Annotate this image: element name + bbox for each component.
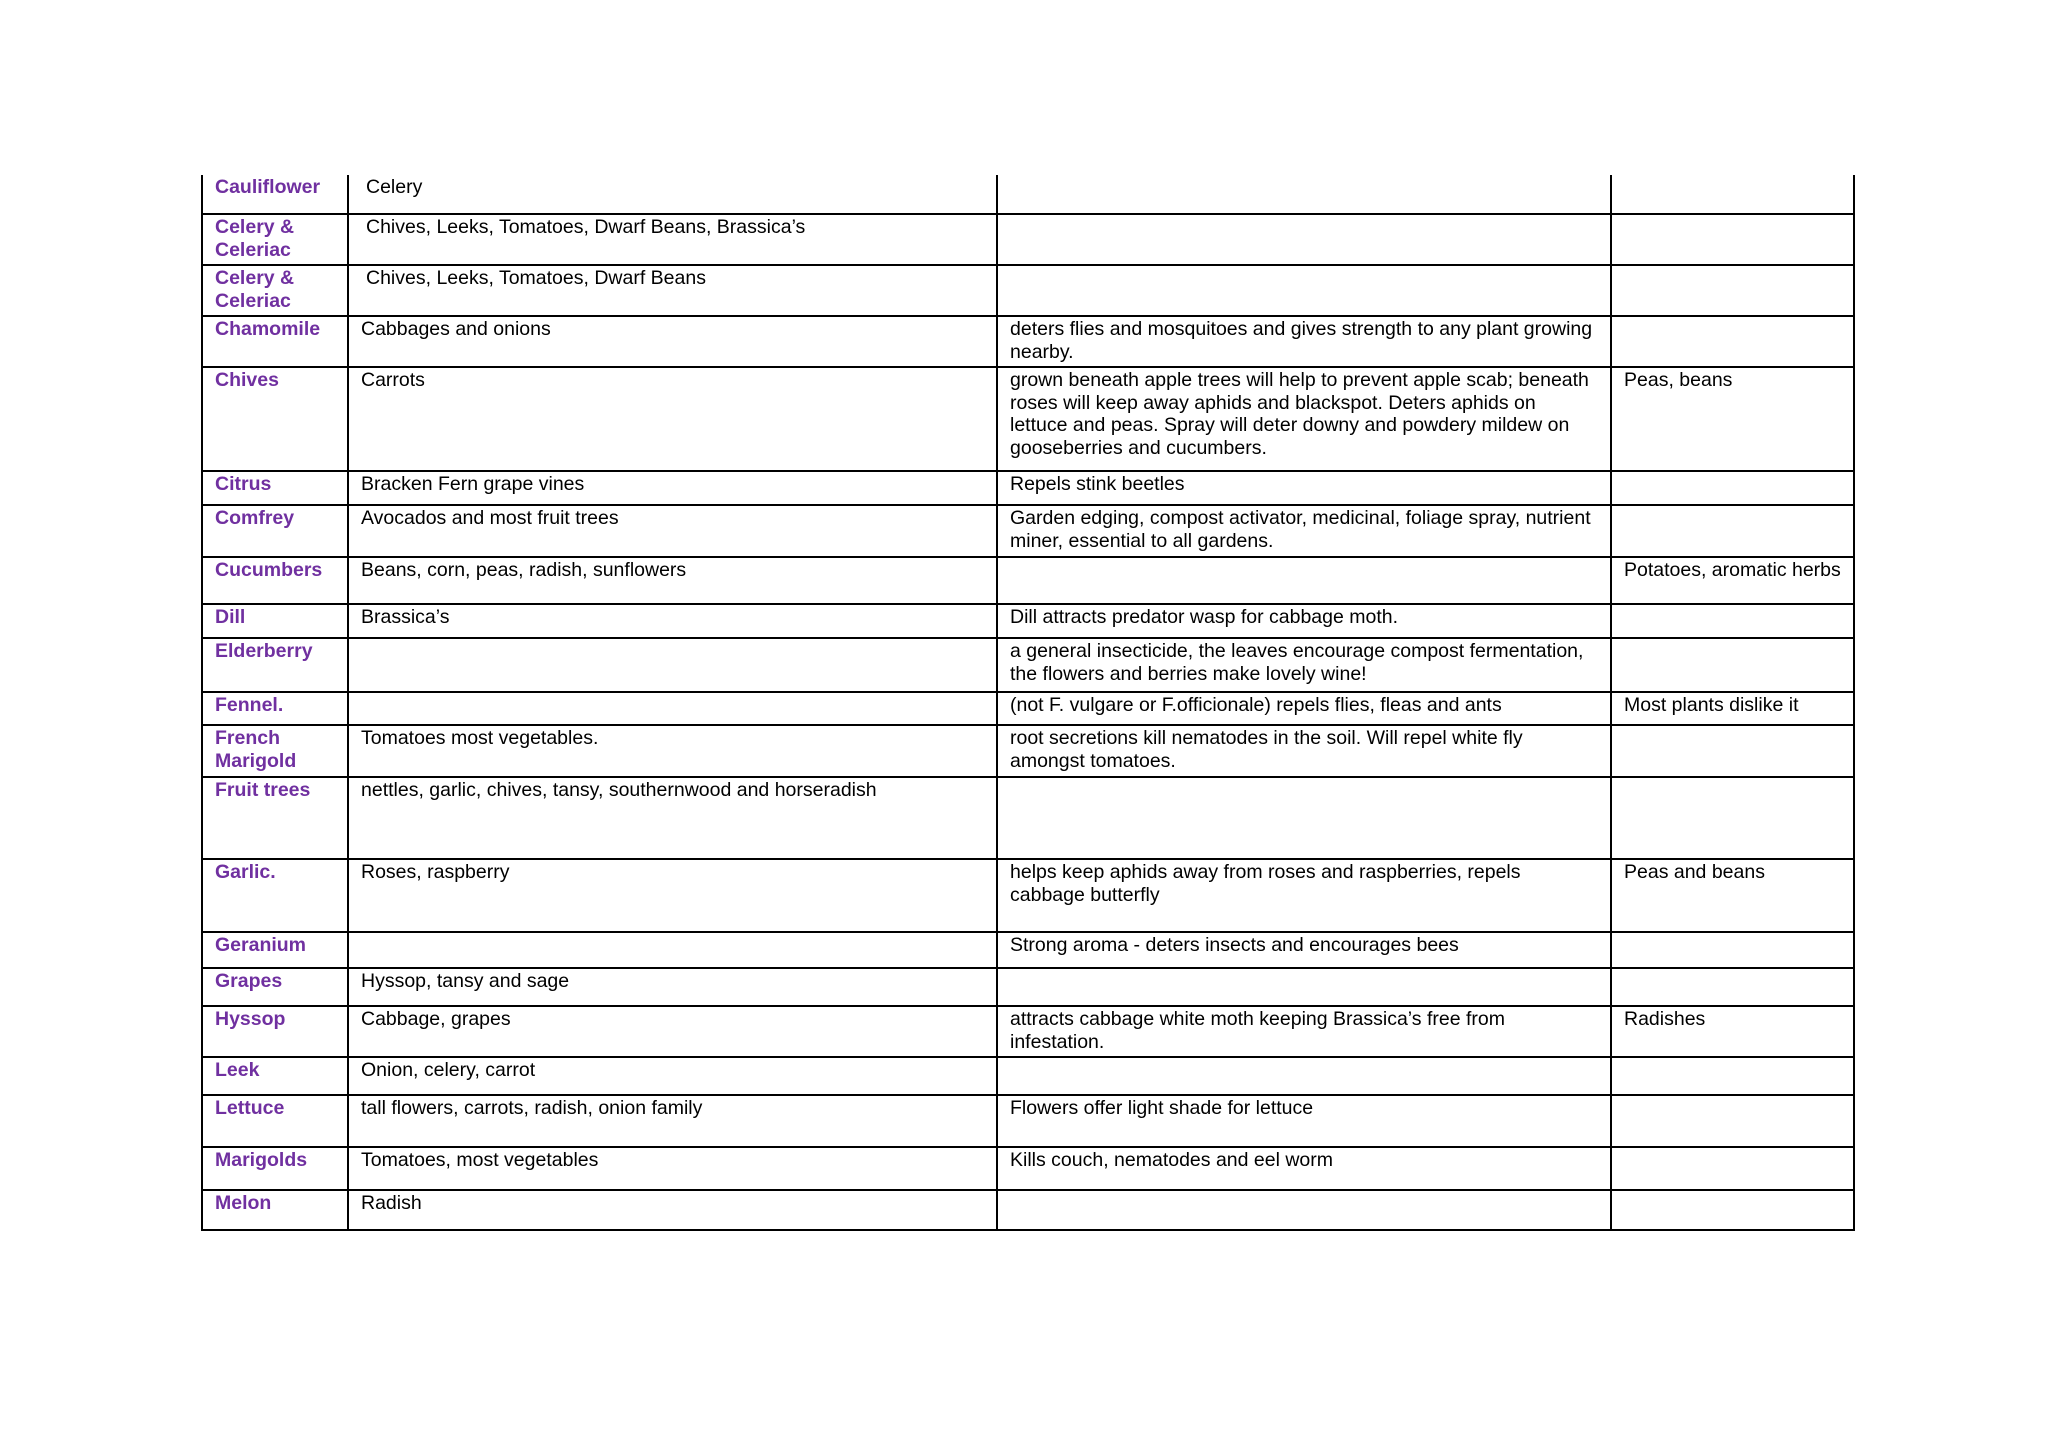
notes-cell: attracts cabbage white moth keeping Brassica’s free from infestation. [997,1006,1611,1057]
avoid-plants-cell: Radishes [1611,1006,1854,1057]
good-companions-cell: Avocados and most fruit trees [348,505,997,557]
avoid-plants-cell [1611,1057,1854,1095]
avoid-plants-cell [1611,505,1854,557]
table-row [202,968,1854,1006]
plant-name-cell: Elderberry [202,638,348,692]
avoid-plants-cell: Peas and beans [1611,859,1854,932]
notes-cell [997,214,1611,265]
plant-name-cell: Leek [202,1057,348,1095]
plant-name-cell: Chives [202,367,348,471]
good-companions-cell: Beans, corn, peas, radish, sunflowers [348,557,997,604]
avoid-plants-cell [1611,777,1854,859]
notes-cell [997,175,1611,214]
table-row [202,316,1854,367]
table-row [202,1190,1854,1230]
avoid-plants-cell [1611,968,1854,1006]
good-companions-cell: Celery [348,175,997,214]
avoid-plants-cell [1611,316,1854,367]
notes-cell: (not F. vulgare or F.officionale) repels flies, fleas and ants [997,692,1611,725]
avoid-plants-cell [1611,1095,1854,1147]
plant-name-cell: Dill [202,604,348,638]
good-companions-cell: tall flowers, carrots, radish, onion family [348,1095,997,1147]
notes-cell [997,1057,1611,1095]
notes-cell [997,777,1611,859]
good-companions-cell [348,692,997,725]
good-companions-cell: Radish [348,1190,997,1230]
plant-name-cell: Grapes [202,968,348,1006]
good-companions-cell: nettles, garlic, chives, tansy, southernwood and horseradish [348,777,997,859]
good-companions-cell [348,638,997,692]
plant-name-cell: Celery & Celeriac [202,265,348,316]
good-companions-cell: Cabbages and onions [348,316,997,367]
good-companions-cell: Roses, raspberry [348,859,997,932]
table-row [202,505,1854,557]
plant-name-cell: Garlic. [202,859,348,932]
plant-name-cell: Fruit trees [202,777,348,859]
avoid-plants-cell [1611,604,1854,638]
table-row [202,367,1854,471]
avoid-plants-cell: Peas, beans [1611,367,1854,471]
notes-cell: Garden edging, compost activator, medicinal, foliage spray, nutrient miner, essential to all gardens. [997,505,1611,557]
good-companions-cell: Carrots [348,367,997,471]
avoid-plants-cell [1611,932,1854,968]
table-row [202,175,1854,214]
table-row [202,214,1854,265]
plant-name-cell: Comfrey [202,505,348,557]
good-companions-cell: Chives, Leeks, Tomatoes, Dwarf Beans, Brassica’s [348,214,997,265]
notes-cell [997,265,1611,316]
notes-cell [997,1190,1611,1230]
plant-name-cell: Cucumbers [202,557,348,604]
table-row [202,557,1854,604]
avoid-plants-cell [1611,175,1854,214]
good-companions-cell: Tomatoes most vegetables. [348,725,997,777]
good-companions-cell: Brassica’s [348,604,997,638]
plant-name-cell: Celery & Celeriac [202,214,348,265]
table-row [202,638,1854,692]
avoid-plants-cell [1611,265,1854,316]
plant-name-cell: Melon [202,1190,348,1230]
good-companions-cell [348,932,997,968]
notes-cell: deters flies and mosquitoes and gives strength to any plant growing nearby. [997,316,1611,367]
notes-cell: grown beneath apple trees will help to prevent apple scab; beneath roses will keep away aphids and blackspot. Deters aphids on lettuce and peas. Spray will deter downy and powdery mildew on gooseberries and cucumbers. [997,367,1611,471]
plant-name-cell: Lettuce [202,1095,348,1147]
companion-planting-table [201,175,1855,1231]
plant-name-cell: Geranium [202,932,348,968]
notes-cell: Repels stink beetles [997,471,1611,505]
good-companions-cell: Chives, Leeks, Tomatoes, Dwarf Beans [348,265,997,316]
table-row [202,777,1854,859]
good-companions-cell: Tomatoes, most vegetables [348,1147,997,1190]
good-companions-cell: Bracken Fern grape vines [348,471,997,505]
table-row [202,471,1854,505]
avoid-plants-cell [1611,1190,1854,1230]
plant-name-cell: Marigolds [202,1147,348,1190]
plant-name-cell: French Marigold [202,725,348,777]
plant-name-cell: Citrus [202,471,348,505]
good-companions-cell: Onion, celery, carrot [348,1057,997,1095]
table-row [202,859,1854,932]
avoid-plants-cell [1611,725,1854,777]
table-row [202,1057,1854,1095]
table-row [202,604,1854,638]
avoid-plants-cell [1611,1147,1854,1190]
table-row [202,1006,1854,1057]
table-body [202,175,1854,1230]
plant-name-cell: Hyssop [202,1006,348,1057]
table-row [202,1095,1854,1147]
avoid-plants-cell [1611,638,1854,692]
notes-cell: Kills couch, nematodes and eel worm [997,1147,1611,1190]
good-companions-cell: Cabbage, grapes [348,1006,997,1057]
plant-name-cell: Chamomile [202,316,348,367]
table-row [202,265,1854,316]
table-row [202,1147,1854,1190]
table-row [202,725,1854,777]
notes-cell [997,968,1611,1006]
avoid-plants-cell: Potatoes, aromatic herbs [1611,557,1854,604]
avoid-plants-cell [1611,471,1854,505]
avoid-plants-cell: Most plants dislike it [1611,692,1854,725]
notes-cell: a general insecticide, the leaves encourage compost fermentation, the flowers and berries make lovely wine! [997,638,1611,692]
good-companions-cell: Hyssop, tansy and sage [348,968,997,1006]
notes-cell: root secretions kill nematodes in the soil. Will repel white fly amongst tomatoes. [997,725,1611,777]
notes-cell: Dill attracts predator wasp for cabbage moth. [997,604,1611,638]
table-row [202,692,1854,725]
notes-cell: Flowers offer light shade for lettuce [997,1095,1611,1147]
notes-cell [997,557,1611,604]
notes-cell: Strong aroma - deters insects and encourages bees [997,932,1611,968]
notes-cell: helps keep aphids away from roses and raspberries, repels cabbage butterfly [997,859,1611,932]
plant-name-cell: Cauliflower [202,175,348,214]
plant-name-cell: Fennel. [202,692,348,725]
avoid-plants-cell [1611,214,1854,265]
table-row [202,932,1854,968]
